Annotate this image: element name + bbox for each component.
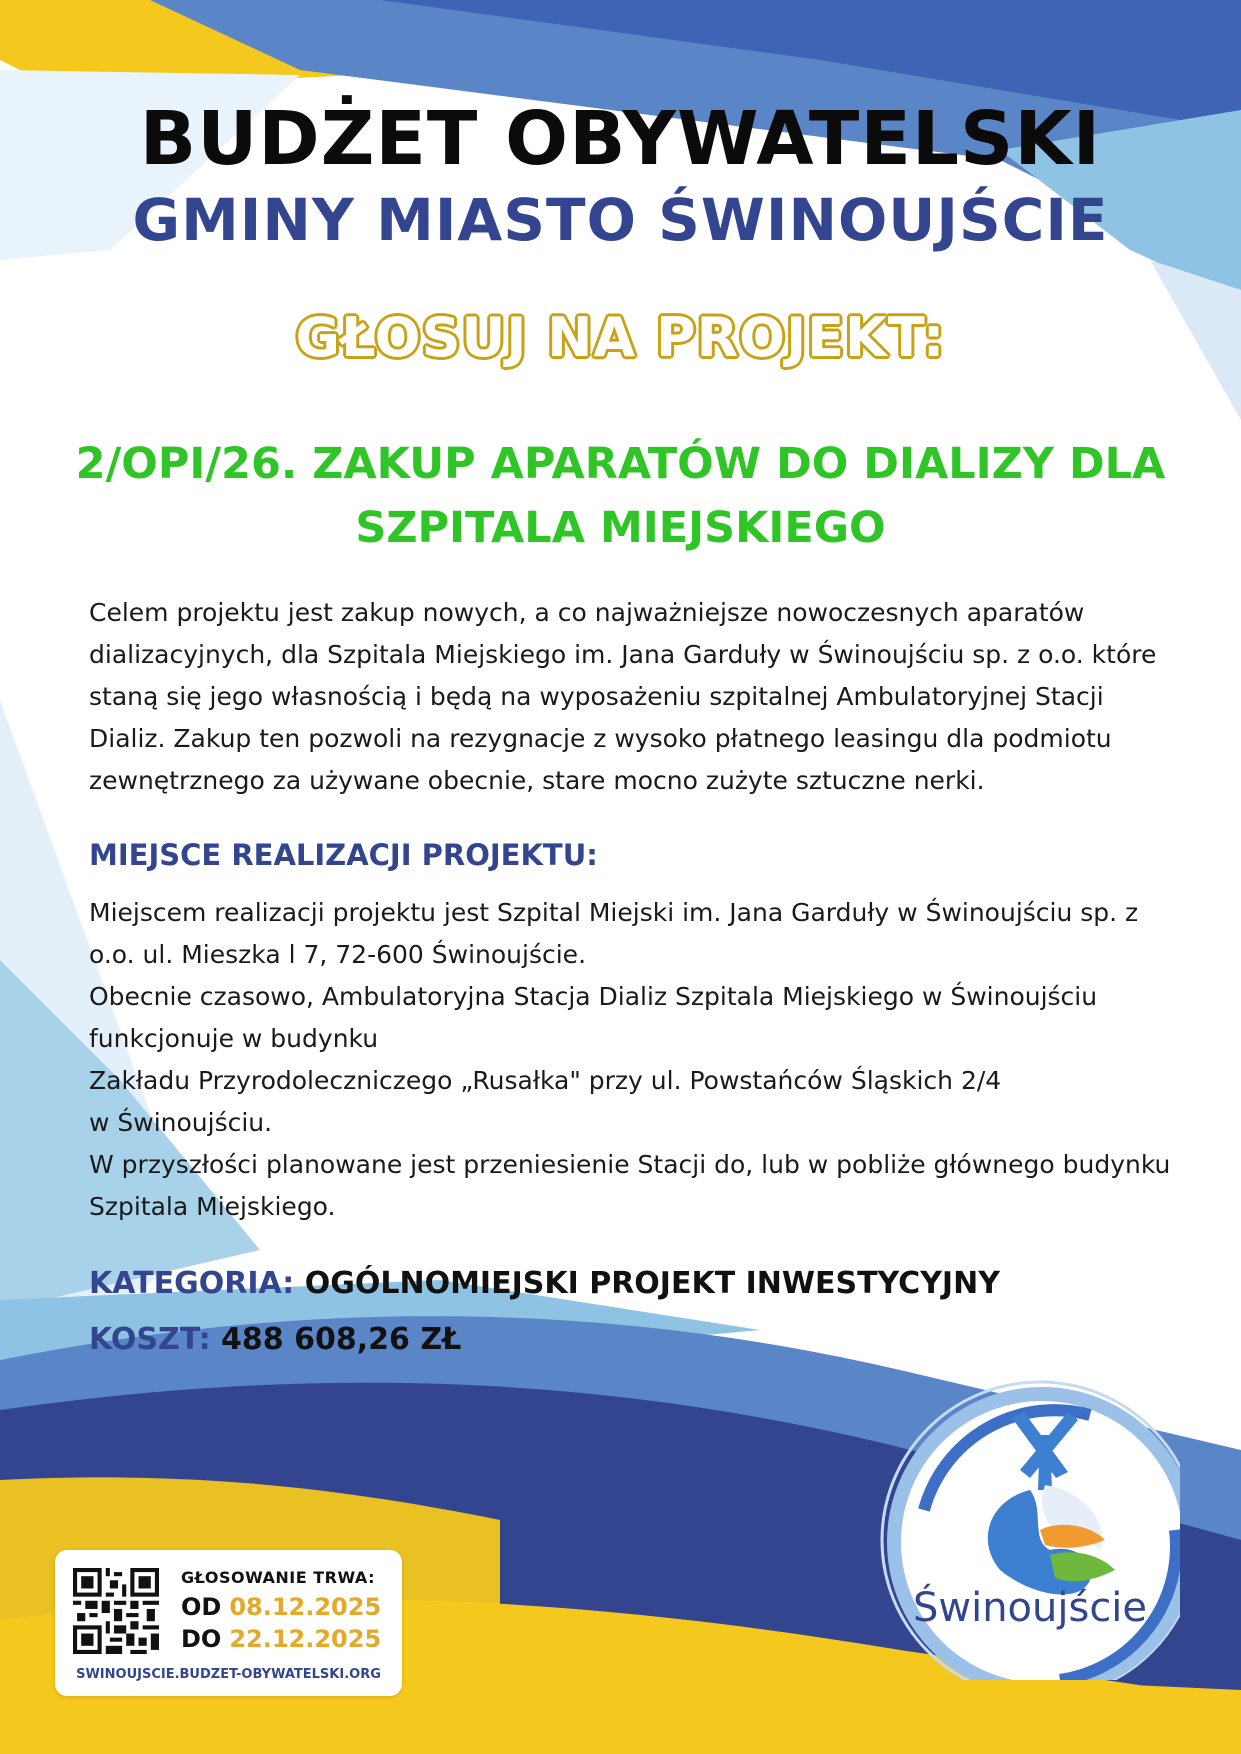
project-description: Celem projektu jest zakup nowych, a co najważniejsze nowoczesnych aparatów dializacyjnych, dla Szpitala Miejskiego im. Jana Garduły w Świnoujściu sp. z o.o. które staną się jego własnością i będą na wyposażeniu szpitalnej Ambulatoryjnej Stacji Dializ. Zakup ten pozwoli na rezygnacje z wysoko płatnego leasingu dla podmiotu zewnętrznego za używane obecnie, stare mocno zużyte sztuczne nerki.	[89, 598, 1157, 795]
cost-value: 488 608,26 ZŁ	[221, 1322, 462, 1357]
budget-title: BUDŻET OBYWATELSKI	[139, 96, 1102, 182]
voting-from-row	[181, 1593, 381, 1621]
vote-banner: GŁOSUJ NA PROJEKT:	[295, 306, 946, 369]
voting-url-link[interactable]: SWINOUJSCIE.BUDZET-OBYWATELSKI.ORG	[76, 1667, 381, 1682]
cost-row	[89, 1322, 461, 1357]
to-date: 22.12.2025	[229, 1625, 382, 1653]
category-row	[89, 1266, 1000, 1301]
category-value: OGÓLNOMIEJSKI PROJEKT INWESTYCYJNY	[304, 1266, 1000, 1301]
to-label: DO	[181, 1625, 222, 1653]
from-label: OD	[181, 1593, 222, 1621]
location-paragraph: Miejscem realizacji projektu jest Szpital Miejski im. Jana Garduły w Świnoujściu sp. z o.o. ul. Mieszka l 7, 72-600 Świnoujście.	[89, 898, 1139, 969]
voting-card	[55, 1550, 402, 1696]
location-heading: MIEJSCE REALIZACJI PROJEKTU:	[89, 838, 598, 872]
location-paragraph: Obecnie czasowo, Ambulatoryjna Stacja Dializ Szpitala Miejskiego w Świnoujściu funkcjonuje w budynku	[89, 982, 1098, 1053]
voting-to-row	[181, 1625, 381, 1653]
category-label: KATEGORIA:	[89, 1266, 295, 1301]
city-logo-icon	[880, 1380, 1180, 1680]
voting-heading: GŁOSOWANIE TRWA:	[181, 1568, 375, 1587]
qr-code-icon[interactable]	[73, 1568, 159, 1654]
cost-label: KOSZT:	[89, 1322, 211, 1357]
municipality-subtitle: GMINY MIASTO ŚWINOUJŚCIE	[132, 186, 1109, 254]
project-title: 2/OPI/26. ZAKUP APARATÓW DO DIALIZY DLA SZPITALA MIEJSKIEGO	[75, 439, 1166, 553]
city-logo-text: Świnoujście	[912, 1585, 1148, 1631]
location-paragraph: Zakładu Przyrodoleczniczego „Rusałka" przy ul. Powstańców Śląskich 2/4 w Świnoujściu.	[89, 1066, 1002, 1137]
location-paragraph: W przyszłości planowane jest przeniesienie Stacji do, lub w pobliże głównego budynku Szpitala Miejskiego.	[89, 1150, 1171, 1221]
location-body	[89, 892, 1179, 1228]
from-date: 08.12.2025	[229, 1593, 382, 1621]
